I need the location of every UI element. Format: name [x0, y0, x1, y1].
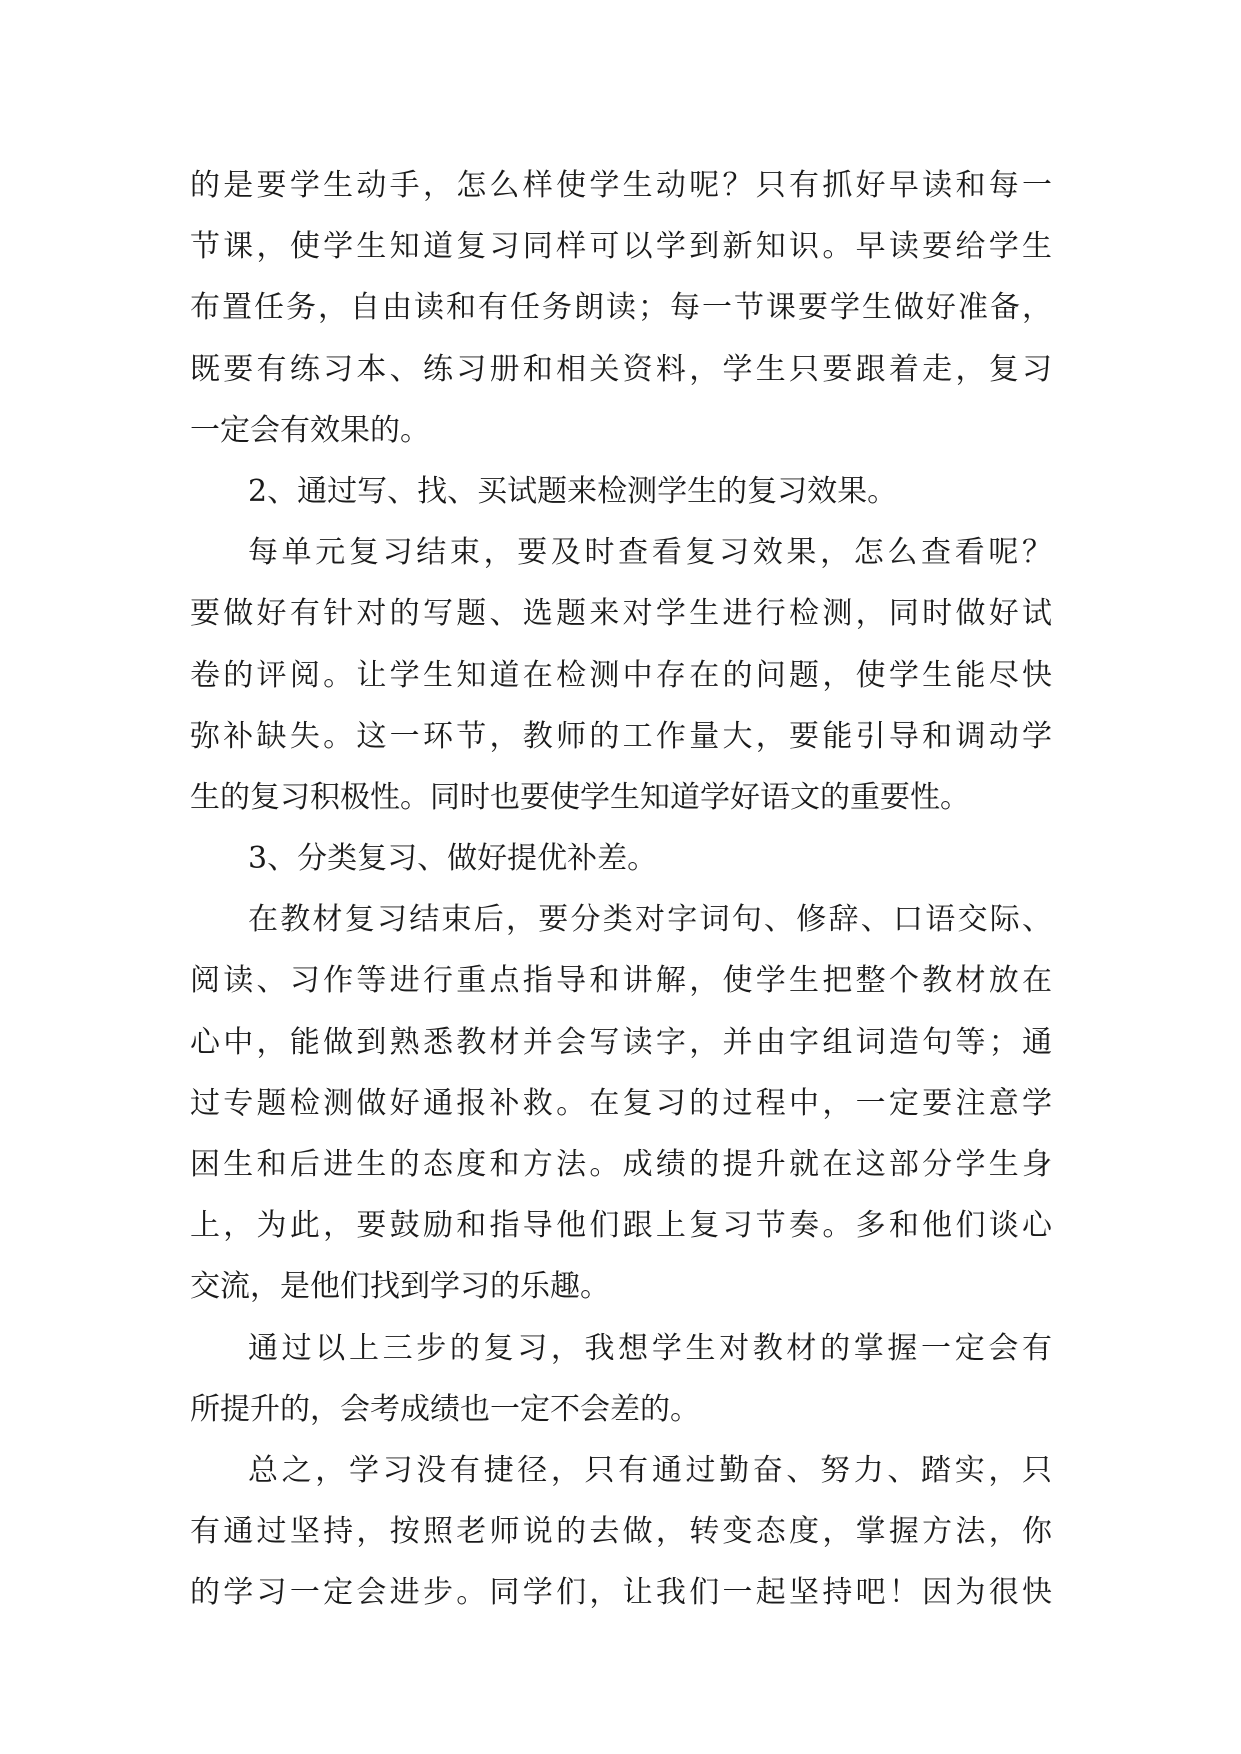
text-line: 有通过坚持，按照老师说的去做，转变态度，掌握方法，你: [190, 1514, 1052, 1550]
text-line: 的是要学生动手，怎么样使学生动呢？只有抓好早读和每一: [190, 168, 1052, 203]
text-line: 节课，使学生知道复习同样可以学到新知识。早读要给学生: [190, 229, 1052, 265]
text-line: 交流，是他们找到学习的乐趣。: [190, 1269, 610, 1305]
text-line: 通过以上三步的复习，我想学生对教材的掌握一定会有: [248, 1330, 1052, 1366]
text-line: 生的复习积极性。同时也要使学生知道学好语文的重要性。: [190, 779, 970, 815]
text-line: 每单元复习结束，要及时查看复习效果，怎么查看呢？: [248, 535, 1052, 571]
document-body: [190, 155, 1052, 1624]
text-line: 既要有练习本、练习册和相关资料，学生只要跟着走，复习: [190, 351, 1052, 387]
text-line: 心中，能做到熟悉教材并会写读字，并由字组词造句等；通: [190, 1024, 1052, 1060]
text-line: 的学习一定会进步。同学们，让我们一起坚持吧！因为很快: [190, 1575, 1052, 1611]
text-line: 上，为此，要鼓励和指导他们跟上复习节奏。多和他们谈心: [190, 1208, 1052, 1244]
text-line: 弥补缺失。这一环节，教师的工作量大，要能引导和调动学: [190, 718, 1052, 754]
text-line: 总之，学习没有捷径，只有通过勤奋、努力、踏实，只: [248, 1452, 1052, 1488]
text-line: 所提升的，会考成绩也一定不会差的。: [190, 1391, 700, 1427]
text-line: 困生和后进生的态度和方法。成绩的提升就在这部分学生身: [190, 1147, 1052, 1182]
text-line: 要做好有针对的写题、选题来对学生进行检测，同时做好试: [190, 596, 1052, 632]
section-heading: 3、分类复习、做好提优补差。: [248, 841, 658, 877]
text-line: 过专题检测做好通报补救。在复习的过程中，一定要注意学: [190, 1085, 1052, 1121]
section-heading: 2、通过写、找、买试题来检测学生的复习效果。: [248, 473, 898, 509]
text-line: 在教材复习结束后，要分类对字词句、修辞、口语交际、: [248, 902, 1052, 938]
text-line: 一定会有效果的。: [190, 412, 430, 448]
text-line: 布置任务，自由读和有任务朗读；每一节课要学生做好准备，: [190, 290, 1052, 326]
text-line: 卷的评阅。让学生知道在检测中存在的问题，使学生能尽快: [190, 657, 1052, 693]
text-line: 阅读、习作等进行重点指导和讲解，使学生把整个教材放在: [190, 963, 1052, 999]
